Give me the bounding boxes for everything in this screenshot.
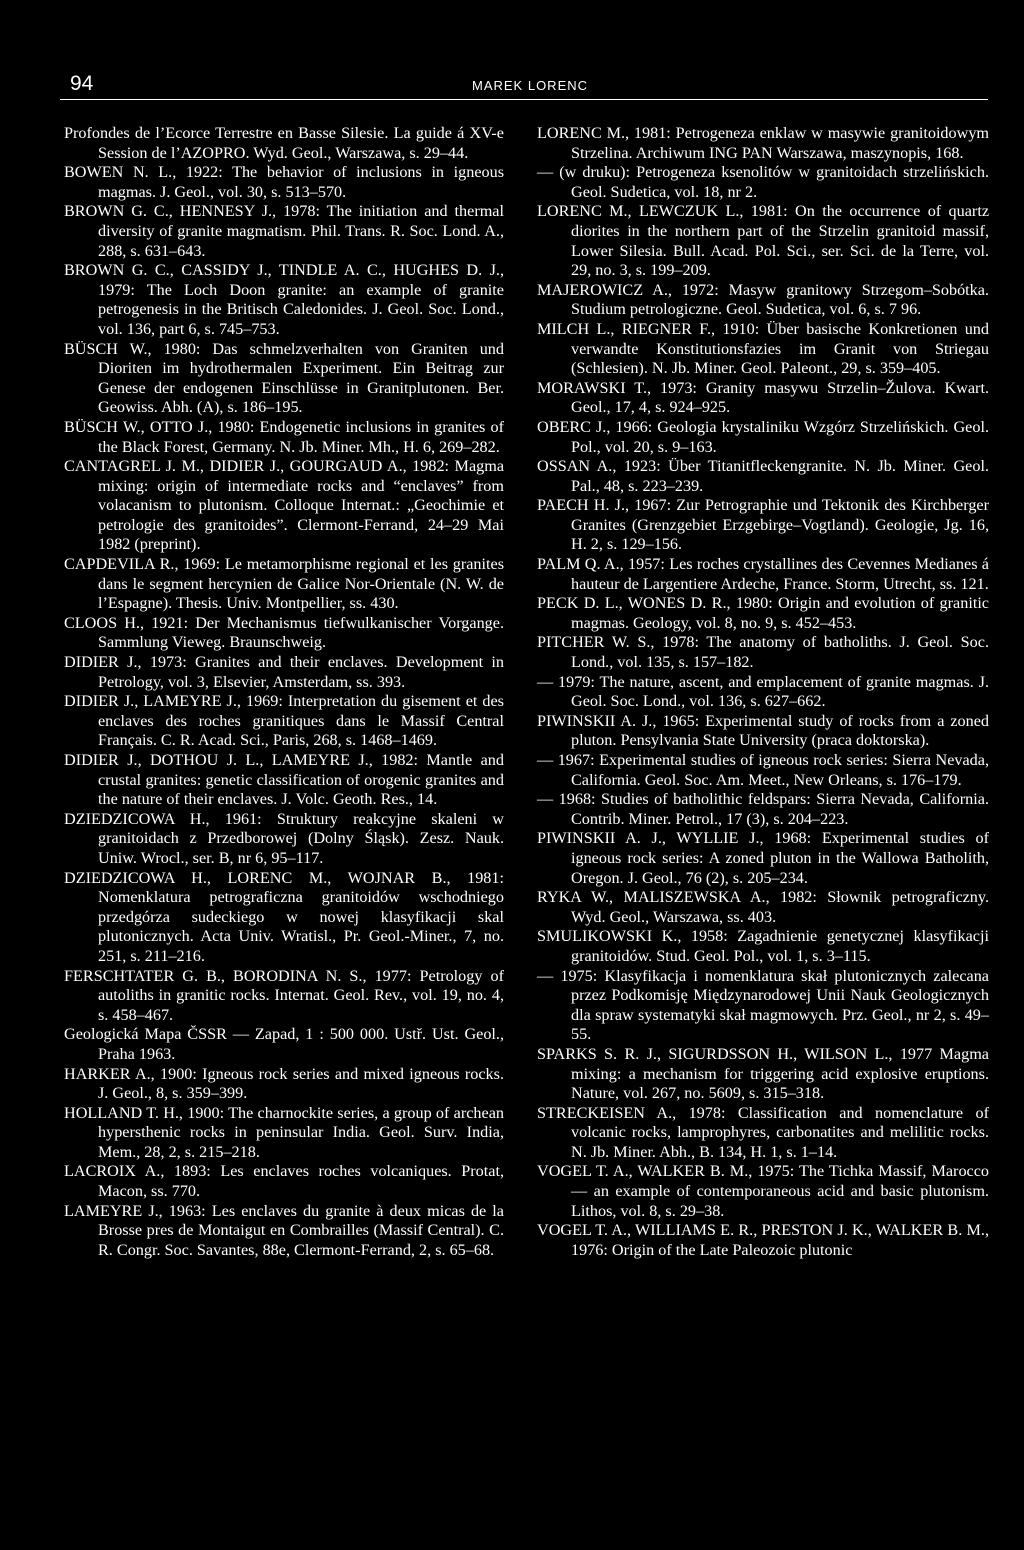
reference-entry: LORENC M., LEWCZUK L., 1981: On the occurrence of quartz diorites in the northern part of the Strzelin granitoid massif, Lower Silesia. Bull. Acad. Pol. Sci., ser. Sci. de la Terre, vol. 29, no. 3, s. 199–209. (537, 202, 989, 280)
reference-entry: — 1967: Experimental studies of igneous rock series: Sierra Nevada, California. Geol. Soc. Am. Meet., New Orleans, s. 176–179. (537, 751, 989, 789)
reference-entry: PIWINSKII A. J., WYLLIE J., 1968: Experimental studies of igneous rock series: A zoned pluton in the Wallowa Batholith, Oregon. J. Geol., 76 (2), s. 205–234. (537, 829, 989, 887)
reference-entry: LORENC M., 1981: Petrogeneza enklaw w masywie granitoidowym Strzelina. Archiwum ING PAN Warszawa, maszynopis, 168. (537, 124, 989, 162)
reference-entry: BROWN G. C., HENNESY J., 1978: The initiation and thermal diversity of granite magmatism. Phil. Trans. R. Soc. Lond. A., 288, s. 631–643. (64, 202, 504, 260)
reference-entry: PITCHER W. S., 1978: The anatomy of batholiths. J. Geol. Soc. Lond., vol. 135, s. 157–182. (537, 633, 989, 672)
reference-entry: PIWINSKII A. J., 1965: Experimental study of rocks from a zoned pluton. Pensylvania State University (praca doktorska). (537, 711, 989, 750)
reference-entry: FERSCHTATER G. B., BORODINA N. S., 1977: Petrology of autoliths in granitic rocks. Internat. Geol. Rev., vol. 19, no. 4, s. 458–467. (64, 966, 504, 1024)
page-number: 94 (70, 72, 94, 95)
reference-entry: MAJEROWICZ A., 1972: Masyw granitowy Strzegom–Sobótka. Studium petrologiczne. Geol. Sudetica, vol. 6, s. 7 96. (537, 280, 989, 319)
left-reference-column (64, 124, 504, 1260)
reference-entry: PALM Q. A., 1957: Les roches crystallines des Cevennes Medianes á hauteur de Largentiere Ardeche, France. Storm, Utrecht, ss. 121. (537, 555, 989, 593)
reference-entry: VOGEL T. A., WILLIAMS E. R., PRESTON J. K., WALKER B. M., 1976: Origin of the Late Paleozoic plutonic (537, 1221, 989, 1259)
reference-entry: PAECH H. J., 1967: Zur Petrographie und Tektonik des Kirchberger Granites (Grenzgebiet Erzgebirge–Vogtland). Geologie, Jg. 16, H. 2, s. 129–156. (537, 496, 989, 554)
reference-entry: OSSAN A., 1923: Über Titanitfleckengranite. N. Jb. Miner. Geol. Pal., 48, s. 223–239. (537, 457, 989, 495)
reference-entry: BROWN G. C., CASSIDY J., TINDLE A. C., HUGHES D. J., 1979: The Loch Doon granite: an example of granite petrogenesis in the Britisch Caledonides. J. Geol. Soc. Lond., vol. 136, part 6, s. 745–753. (64, 261, 504, 338)
right-reference-column (537, 124, 989, 1260)
reference-entry: BÜSCH W., OTTO J., 1980: Endogenetic inclusions in granites of the Black Forest, Germany. N. Jb. Miner. Mh., H. 6, 269–282. (64, 417, 504, 456)
header-rule (60, 99, 988, 100)
reference-entry: CANTAGREL J. M., DIDIER J., GOURGAUD A., 1982: Magma mixing: origin of intermediate rocks and “enclaves” from volacanism to plutonism. Colloque Internat.: „Geochimie et petrologie des granitoides”. Clermont-Ferrand, 24–29 Mai 1982 (preprint). (64, 457, 504, 554)
reference-entry: DIDIER J., 1973: Granites and their enclaves. Development in Petrology, vol. 3, Elsevier, Amsterdam, ss. 393. (64, 653, 504, 691)
reference-entry: CAPDEVILA R., 1969: Le metamorphisme regional et les granites dans le segment hercynien de Galice Nor-Orientale (N. W. de l’Espagne). Thesis. Univ. Montpellier, ss. 430. (64, 555, 504, 613)
reference-entry: CLOOS H., 1921: Der Mechanismus tiefwulkanischer Vorgange. Sammlung Vieweg. Braunschweig. (64, 613, 504, 652)
reference-entry: LACROIX A., 1893: Les enclaves roches volcaniques. Protat, Macon, ss. 770. (64, 1162, 504, 1201)
running-head: MAREK LORENC (472, 78, 589, 93)
reference-entry: HARKER A., 1900: Igneous rock series and mixed igneous rocks. J. Geol., 8, s. 359–399. (64, 1064, 504, 1103)
reference-entry: MORAWSKI T., 1973: Granity masywu Strzelin–Žulova. Kwart. Geol., 17, 4, s. 924–925. (537, 378, 989, 417)
reference-entry: — 1968: Studies of batholithic feldspars: Sierra Nevada, California. Contrib. Miner. Petrol., 17 (3), s. 204–223. (537, 790, 989, 828)
reference-entry: SPARKS S. R. J., SIGURDSSON H., WILSON L., 1977 Magma mixing: a mechanism for triggering acid explosive eruptions. Nature, vol. 267, no. 5609, s. 315–318. (537, 1044, 989, 1103)
reference-entry: DIDIER J., DOTHOU J. L., LAMEYRE J., 1982: Mantle and crustal granites: genetic classification of orogenic granites and the nature of their enclaves. J. Volc. Geoth. Res., 14. (64, 751, 504, 809)
reference-entry: OBERC J., 1966: Geologia krystaliniku Wzgórz Strzelińskich. Geol. Pol., vol. 20, s. 9–163. (537, 417, 989, 456)
reference-entry: Profondes de l’Ecorce Terrestre en Basse Silesie. La guide á XV-e Session de l’AZOPRO. Wyd. Geol., Warszawa, s. 29–44. (64, 124, 504, 162)
reference-entry: — 1979: The nature, ascent, and emplacement of granite magmas. J. Geol. Soc. Lond., vol. 136, s. 627–662. (537, 672, 989, 711)
reference-entry: PECK D. L., WONES D. R., 1980: Origin and evolution of granitic magmas. Geology, vol. 8, no. 9, s. 452–453. (537, 594, 989, 632)
reference-entry: RYKA W., MALISZEWSKA A., 1982: Słownik petrograficzny. Wyd. Geol., Warszawa, ss. 403. (537, 888, 989, 926)
reference-entry: — (w druku): Petrogeneza ksenolitów w granitoidach strzelińskich. Geol. Sudetica, vol. 18, nr 2. (537, 163, 989, 201)
reference-entry: DZIEDZICOWA H., 1961: Struktury reakcyjne skaleni w granitoidach z Przedborowej (Dolny Śląsk). Zesz. Nauk. Uniw. Wrocl., ser. B, nr 6, 95–117. (64, 809, 504, 867)
reference-entry: MILCH L., RIEGNER F., 1910: Über basische Konkretionen und verwandte Konstitutionsfazies im Granit von Striegau (Schlesien). N. Jb. Miner. Geol. Paleont., 29, s. 359–405. (537, 319, 989, 378)
reference-entry: — 1975: Klasyfikacja i nomenklatura skał plutonicznych zalecana przez Podkomisję Międzynarodowej Unii Nauk Geologicznych dla spraw systematyki skał magmowych. Prz. Geol., nr 2, s. 49–55. (537, 966, 989, 1044)
reference-entry: BÜSCH W., 1980: Das schmelzverhalten von Graniten und Dioriten im hydrothermalen Experiment. Ein Beitrag zur Genese der endogenen Einschlüsse in Granitplutonen. Ber. Geowiss. Abh. (A), s. 186–195. (64, 339, 504, 417)
reference-entry: Geologická Mapa ČSSR — Zapad, 1 : 500 000. Ustř. Ust. Geol., Praha 1963. (64, 1025, 504, 1063)
reference-entry: DZIEDZICOWA H., LORENC M., WOJNAR B., 1981: Nomenklatura petrograficzna granitoidów wschodniego przedgórza sudeckiego w nowej klasyfikacji skal plutonicznych. Acta Univ. Wratisl., Pr. Geol.-Miner., 7, no. 251, s. 211–216. (64, 868, 504, 965)
reference-entry: SMULIKOWSKI K., 1958: Zagadnienie genetycznej klasyfikacji granitoidów. Stud. Geol. Pol., vol. 1, s. 3–115. (537, 927, 989, 965)
reference-entry: VOGEL T. A., WALKER B. M., 1975: The Tichka Massif, Marocco — an example of contemporaneous acid and basic plutonism. Lithos, vol. 8, s. 29–38. (537, 1162, 989, 1220)
page-header (60, 72, 988, 102)
reference-entry: BOWEN N. L., 1922: The behavior of inclusions in igneous magmas. J. Geol., vol. 30, s. 513–570. (64, 163, 504, 201)
reference-entry: LAMEYRE J., 1963: Les enclaves du granite à deux micas de la Brosse pres de Montaigut en Combrailles (Massif Central). C. R. Congr. Soc. Savantes, 88e, Clermont-Ferrand, 2, s. 65–68. (64, 1201, 504, 1259)
reference-entry: STRECKEISEN A., 1978: Classification and nomenclature of volcanic rocks, lamprophyres, carbonatites and melilitic rocks. N. Jb. Miner. Abh., B. 134, H. 1, s. 1–14. (537, 1103, 989, 1161)
reference-entry: DIDIER J., LAMEYRE J., 1969: Interpretation du gisement et des enclaves des roches granitiques dans le Massif Central Français. C. R. Acad. Sci., Paris, 268, s. 1468–1469. (64, 692, 504, 750)
reference-entry: HOLLAND T. H., 1900: The charnockite series, a group of archean hypersthenic rocks in peninsular India. Geol. Surv. India, Mem., 28, 2, s. 215–218. (64, 1103, 504, 1161)
